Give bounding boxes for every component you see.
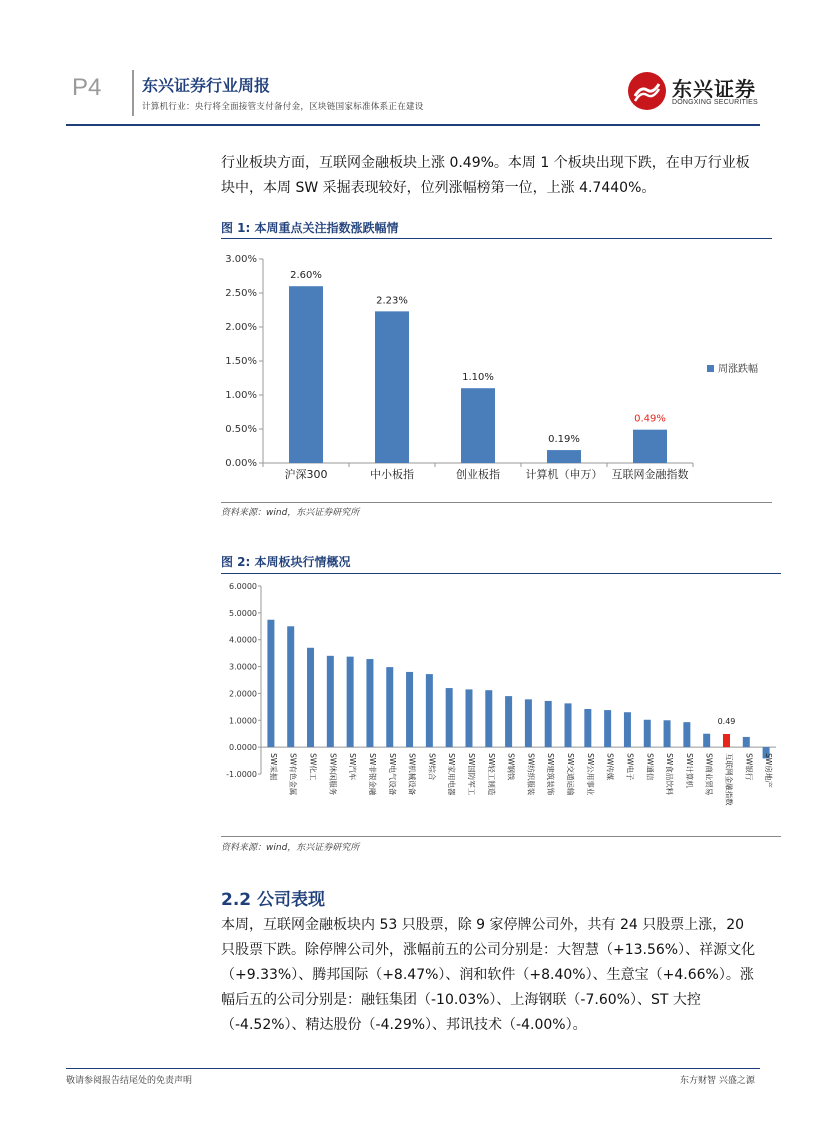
chart2-bar	[505, 696, 512, 747]
footer-rule	[66, 1068, 760, 1069]
figure2-chart	[221, 575, 781, 833]
logo-en-text: DONGXING SECURITIES	[672, 99, 758, 106]
chart2-category-label: SW化工	[308, 753, 318, 781]
chart1-category-label: 创业板指	[456, 468, 500, 481]
chart1-legend-label: 周涨跌幅	[718, 364, 758, 375]
chart1-bar	[375, 311, 409, 463]
section-paragraph: 本周，互联网金融板块内 53 只股票，除 9 家停牌公司外，共有 24 只股票上涨，20 只股票下跌。除停牌公司外，涨幅前五的公司分别是：大智慧（+13.56%）、祥源文化（+9.33%）、腾邦国际（+8.47%）、润和软件（+8.40%）、生意宝（+4.66%）。涨幅后五的公司分别是：融钰集团（-10.03%）、上海钢联（-7.60%）、ST 大控（-4.52%）、精达股份（-4.29%）、邦讯技术（-4.00%）。	[221, 917, 756, 1033]
chart1-data-label: 2.60%	[290, 270, 322, 282]
page-number: P4	[72, 74, 102, 101]
header-rule	[66, 124, 760, 126]
section-title: 2.2 公司表现	[221, 890, 326, 910]
chart1-category-label: 计算机（申万）	[525, 468, 603, 481]
chart2-category-label: SW传媒	[605, 753, 615, 781]
chart2-bar	[465, 689, 472, 747]
chart1-bar	[633, 430, 667, 463]
chart2-data-label: 0.49	[717, 716, 736, 726]
chart1-y-tick-label: 2.50%	[225, 288, 257, 299]
chart2-bar	[624, 712, 631, 747]
chart1-y-tick-label: 1.50%	[225, 356, 257, 367]
chart2-category-label: SW非银金融	[367, 753, 377, 796]
chart2-category-label: SW电气设备	[387, 753, 397, 796]
chart2-y-tick-label: 5.0000	[229, 608, 257, 618]
chart2-bar	[386, 667, 393, 747]
chart2-category-label: 互联网金融指数	[724, 753, 734, 806]
chart2-category-label: SW钢铁	[506, 753, 516, 781]
figure1-rule	[221, 238, 772, 239]
chart2-y-tick-label: 6.0000	[229, 582, 257, 591]
chart2-category-label: SW综合	[427, 753, 437, 781]
figure1-source: 资料来源：wind，东兴证券研究所	[221, 508, 360, 518]
figure2-source: 资料来源：wind，东兴证券研究所	[221, 843, 360, 853]
chart2-bar	[703, 734, 710, 747]
chart2-bar	[287, 626, 294, 747]
chart2-y-tick-label: 1.0000	[229, 716, 257, 726]
chart2-y-tick-label: 4.0000	[229, 635, 257, 645]
figure1-chart	[221, 240, 772, 502]
chart2-bar	[446, 688, 453, 747]
chart1-data-label: 0.19%	[548, 434, 580, 446]
chart2-category-label: SW休闲服务	[328, 753, 338, 796]
chart2-bar	[406, 672, 413, 747]
chart2-category-label: SW家用电器	[447, 753, 457, 796]
chart2-category-label: SW机械设备	[407, 753, 417, 796]
chart2-bar	[723, 734, 730, 747]
report-subtitle: 计算机行业：央行将全面接管支付备付金，区块链国家标准体系正在建设	[142, 102, 424, 112]
chart2-bar	[426, 674, 433, 747]
chart2-bar	[565, 703, 572, 747]
chart1-category-label: 中小板指	[370, 468, 414, 481]
chart2-bar	[485, 690, 492, 747]
chart2-bar	[545, 701, 552, 747]
chart2-category-label: SW纺织服装	[526, 753, 536, 796]
logo-cn-text: 东兴证券	[672, 77, 756, 101]
chart1-bar	[547, 450, 581, 463]
report-title: 东兴证券行业周报	[142, 76, 271, 95]
chart2-bar	[347, 657, 354, 748]
figure1-caption: 图 1: 本周重点关注指数涨跌幅情	[221, 221, 399, 235]
chart1-y-tick-label: 2.00%	[225, 322, 257, 333]
chart2-category-label: SW商业贸易	[704, 753, 714, 796]
chart1-category-label: 沪深300	[284, 468, 328, 481]
chart2-bar	[664, 720, 671, 747]
header-divider	[132, 70, 134, 116]
footer-disclaimer: 敬请参阅报告结尾处的免责声明	[66, 1076, 193, 1086]
chart2-category-label: SW轻工制造	[486, 753, 496, 796]
chart2-bar	[604, 710, 611, 747]
chart2-bar	[267, 620, 274, 747]
chart2-category-label: SW房地产	[764, 753, 774, 788]
figure1-source-rule	[221, 502, 772, 503]
chart2-category-label: SW交通运输	[566, 753, 576, 796]
chart1-y-tick-label: 3.00%	[225, 254, 257, 265]
figure2-caption: 图 2: 本周板块行情概况	[221, 555, 351, 569]
intro-paragraph: 行业板块方面，互联网金融板块上涨 0.49%。本周 1 个板块出现下跌，在申万行业板块中，本周 SW 采掘表现较好，位列涨幅榜第一位，上涨 4.7440%。	[221, 155, 750, 196]
chart1-data-label: 1.10%	[462, 372, 494, 384]
footer-slogan: 东方财智 兴盛之源	[680, 1076, 755, 1086]
chart2-bar	[525, 699, 532, 747]
chart2-category-label: SW有色金属	[288, 753, 298, 796]
chart2-bar	[743, 737, 750, 747]
chart2-bar	[644, 720, 651, 747]
chart2-y-tick-label: 3.0000	[229, 662, 257, 672]
chart2-y-tick-label: 2.0000	[229, 689, 257, 699]
chart2-bar	[584, 709, 591, 747]
chart2-category-label: SW计算机	[684, 753, 694, 788]
figure2-rule	[221, 573, 781, 574]
chart2-category-label: SW通信	[645, 753, 655, 781]
chart1-bar	[461, 388, 495, 463]
chart1-category-label: 互联网金融指数	[611, 468, 689, 481]
chart1-y-tick-label: 0.00%	[225, 458, 257, 469]
chart2-category-label: SW采掘	[268, 753, 278, 781]
chart1-data-label: 2.23%	[376, 295, 408, 307]
dongxing-logo-icon	[628, 72, 666, 110]
chart1-legend-swatch	[707, 365, 714, 372]
chart2-category-label: SW银行	[744, 753, 754, 781]
chart2-bar	[307, 648, 314, 747]
chart2-bar	[683, 722, 690, 747]
chart2-category-label: SW汽车	[348, 753, 358, 781]
chart2-category-label: SW公用事业	[585, 753, 595, 796]
chart2-category-label: SW电子	[625, 753, 635, 781]
chart2-bar	[366, 659, 373, 747]
chart1-y-tick-label: 1.00%	[225, 390, 257, 401]
chart2-y-tick-label: 0.0000	[229, 743, 257, 753]
chart2-category-label: SW建筑装饰	[546, 753, 556, 796]
figure2-source-rule	[221, 836, 781, 837]
chart2-category-label: SW食品饮料	[665, 753, 675, 796]
chart2-bar	[327, 656, 334, 747]
chart1-bar	[289, 286, 323, 463]
chart1-y-tick-label: 0.50%	[225, 424, 257, 435]
chart2-y-tick-label: -1.0000	[226, 770, 257, 779]
chart1-data-label: 0.49%	[634, 413, 666, 425]
chart2-category-label: SW国防军工	[466, 753, 476, 796]
